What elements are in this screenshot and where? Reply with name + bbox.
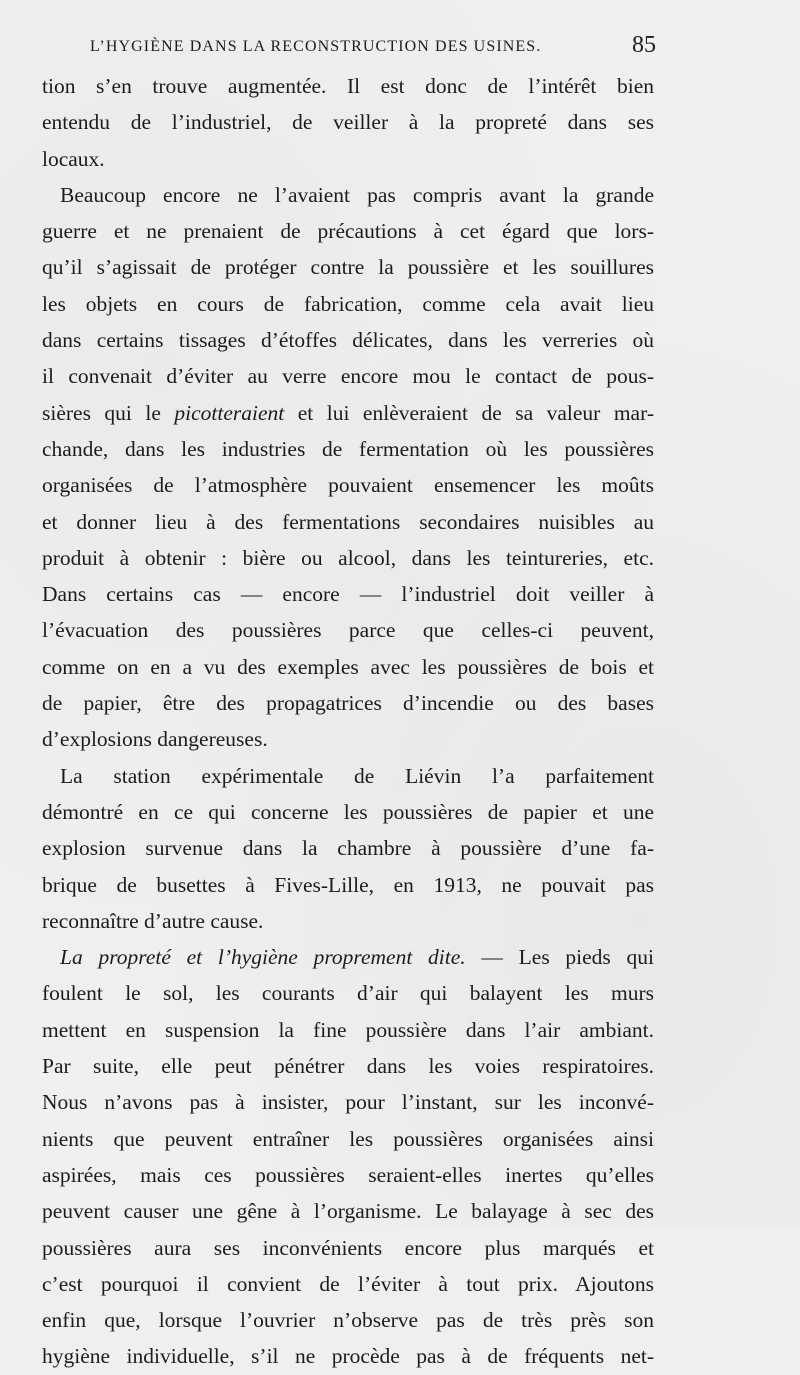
text-line: comme on en a vu des exemples avec les poussières de bois et — [42, 654, 654, 679]
section-heading: La propreté et l’hygiène proprement dite. — [60, 945, 466, 970]
text-line: d’explosions dangereuses. — [42, 727, 268, 752]
text-line: Nous n’avons pas à insister, pour l’instant, sur les inconvé- — [42, 1090, 654, 1115]
section-heading-line — [42, 939, 654, 975]
text-line: c’est pourquoi il convient de l’éviter à tout prix. Ajoutons — [42, 1271, 654, 1296]
text-line: les objets en cours de fabrication, comme cela avait lieu — [42, 291, 654, 316]
text-line: guerre et ne prenaient de précautions à cet égard que lors- — [42, 219, 654, 244]
text-line: locaux. — [42, 146, 105, 171]
text-line: dans certains tissages d’étoffes délicates, dans les verreries où — [42, 328, 654, 353]
text-line: Dans certains cas — encore — l’industriel doit veiller à — [42, 582, 654, 607]
text-line: reconnaître d’autre cause. — [42, 908, 264, 933]
text-line — [42, 395, 654, 431]
text-line: il convenait d’éviter au verre encore mou le contact de pous- — [42, 364, 654, 389]
text-line: poussières aura ses inconvénients encore plus marqués et — [42, 1235, 654, 1260]
text-line: démontré en ce qui concerne les poussières de papier et une — [42, 799, 654, 824]
text-line: et donner lieu à des fermentations secondaires nuisibles au — [42, 509, 654, 534]
text-line: organisées de l’atmosphère pouvaient ensemencer les moûts — [42, 473, 654, 498]
text-line: explosion survenue dans la chambre à poussière d’une fa- — [42, 836, 654, 861]
running-head — [90, 30, 656, 60]
text-line: Beaucoup encore ne l’avaient pas compris avant la grande — [60, 182, 654, 207]
text-line: La station expérimentale de Liévin l’a parfaitement — [60, 763, 654, 788]
text-line: brique de busettes à Fives-Lille, en 1913, ne pouvait pas — [42, 872, 654, 897]
text-line: aspirées, mais ces poussières seraient-elles inertes qu’elles — [42, 1162, 654, 1187]
text-line: chande, dans les industries de fermentation où les poussières — [42, 436, 654, 461]
text-line: l’évacuation des poussières parce que celles-ci peuvent, — [42, 618, 654, 643]
text-line: entendu de l’industriel, de veiller à la propreté dans ses — [42, 110, 654, 135]
text-line: produit à obtenir : bière ou alcool, dans les teintureries, etc. — [42, 545, 654, 570]
text-line: de papier, être des propagatrices d’incendie ou des bases — [42, 691, 654, 716]
page-number: 85 — [632, 32, 656, 58]
text-line: peuvent causer une gêne à l’organisme. Le balayage à sec des — [42, 1199, 654, 1224]
text-line: enfin que, lorsque l’ouvrier n’observe pas de très près son — [42, 1308, 654, 1333]
text-line: qu’il s’agissait de protéger contre la poussière et les souillures — [42, 255, 654, 280]
text-segment: — Les pieds qui — [465, 945, 655, 970]
text-line: nients que peuvent entraîner les poussières organisées ainsi — [42, 1126, 654, 1151]
text-segment: sières qui le — [42, 400, 175, 425]
running-title: L’HYGIÈNE DANS LA RECONSTRUCTION DES USINES. — [90, 38, 542, 55]
text-line: Par suite, elle peut pénétrer dans les voies respiratoires. — [42, 1054, 654, 1079]
text-segment: et lui enlèveraient de sa valeur mar- — [284, 400, 654, 425]
body-text — [42, 68, 654, 1375]
text-line: tion s’en trouve augmentée. Il est donc de l’intérêt bien — [42, 74, 654, 98]
text-line: mettent en suspension la fine poussière dans l’air ambiant. — [42, 1017, 654, 1042]
italic-word: picotteraient — [174, 400, 285, 425]
text-line: foulent le sol, les courants d’air qui balayent les murs — [42, 981, 654, 1006]
text-line: hygiène individuelle, s’il ne procède pas à de fréquents net- — [42, 1344, 654, 1369]
